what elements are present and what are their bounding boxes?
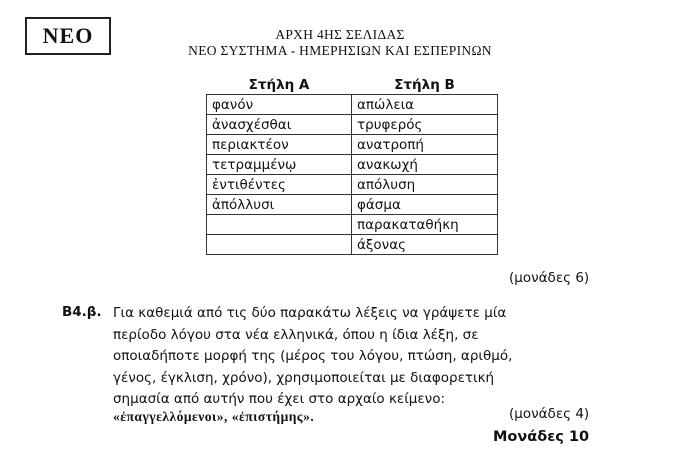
table-row <box>207 95 498 115</box>
cell-b: παρακαταθήκη <box>352 215 498 235</box>
table-row <box>207 175 498 195</box>
cell-a: φανόν <box>207 95 352 115</box>
table-header-row <box>207 76 498 95</box>
total-marks: Μονάδες 10 <box>493 429 590 445</box>
cell-a: ἐντιθέντες <box>207 175 352 195</box>
cell-b: ανατροπή <box>352 135 498 155</box>
table-row <box>207 215 498 235</box>
question-line: σημασία από αυτήν που έχει στο αρχαίο κείμενο: <box>113 391 446 407</box>
question-line: οποιαδήποτε μορφή της (μέρος του λόγου, πτώση, αριθμό, <box>113 348 513 364</box>
column-a-header: Στήλη Α <box>248 77 310 93</box>
table-row <box>207 195 498 215</box>
ancient-words: «ἐπαγγελλόμενοι», «ἐπιστήμης». <box>113 409 315 424</box>
page-header-line1: ΑΡΧΗ 4ΗΣ ΣΕΛΙΔΑΣ <box>275 27 405 42</box>
cell-a <box>207 235 352 255</box>
question-line: Για καθεμιά από τις δύο παρακάτω λέξεις να γράψετε μία <box>113 305 507 321</box>
table-row <box>207 115 498 135</box>
cell-b: απόλυση <box>352 175 498 195</box>
column-b-header: Στήλη Β <box>394 77 455 93</box>
cell-a: περιακτέον <box>207 135 352 155</box>
page-header-line2: ΝΕΟ ΣΥΣΤΗΜΑ - ΗΜΕΡΗΣΙΩΝ ΚΑΙ ΕΣΠΕΡΙΝΩΝ <box>188 43 492 58</box>
question-line: περίοδο λόγου στα νέα ελληνικά, όπου η ίδια λέξη, σε <box>113 326 479 343</box>
matching-table <box>206 76 498 255</box>
neo-badge: ΝΕΟ <box>25 17 111 55</box>
table-row <box>207 135 498 155</box>
cell-b: τρυφερός <box>352 115 498 135</box>
cell-a: τετραμμένῳ <box>207 155 352 175</box>
cell-b: απώλεια <box>352 95 498 115</box>
cell-b: άξονας <box>352 235 498 255</box>
table-row <box>207 235 498 255</box>
marks-label-a: (μονάδες 6) <box>509 270 590 286</box>
question-line: γένος, έγκλιση, χρόνο), χρησιμοποιείται με διαφορετική <box>113 369 495 386</box>
cell-a: ἀπόλλυσι <box>207 195 352 215</box>
cell-a: ἀνασχέσθαι <box>207 115 352 135</box>
question-label: Β4.β. <box>62 304 102 320</box>
cell-b: ανακωχή <box>352 155 498 175</box>
marks-label-b: (μονάδες 4) <box>509 406 590 422</box>
table-row <box>207 155 498 175</box>
cell-b: φάσμα <box>352 195 498 215</box>
question-text <box>113 303 606 411</box>
cell-a <box>207 215 352 235</box>
